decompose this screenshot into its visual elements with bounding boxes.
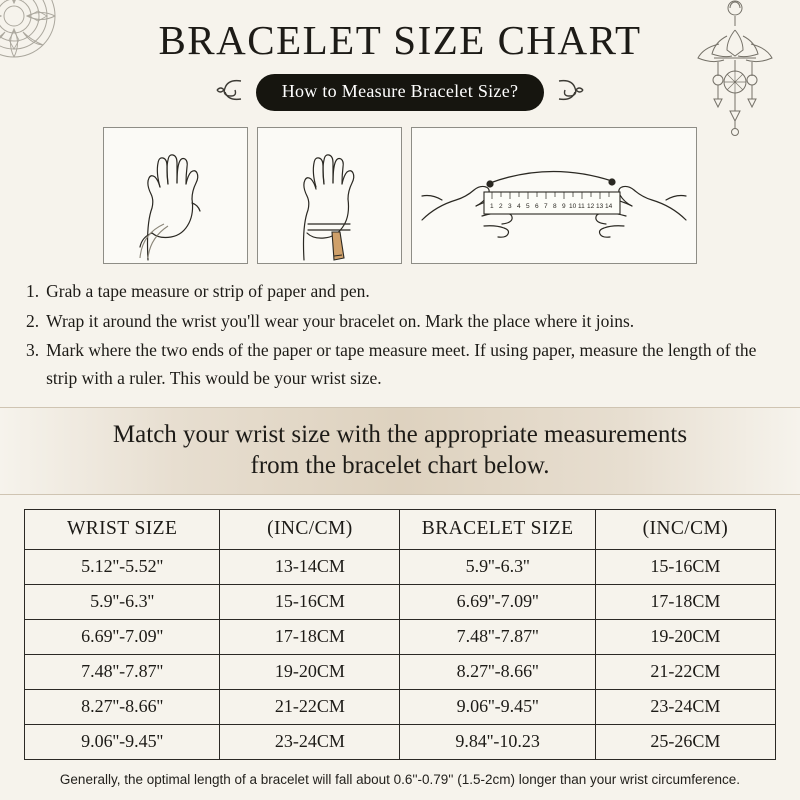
cell-bracelet-inches: 8.27''-8.66'' [400, 655, 595, 690]
cell-bracelet-cm: 17-18CM [595, 585, 775, 620]
match-size-banner [0, 407, 800, 496]
cell-wrist-cm: 15-16CM [220, 585, 400, 620]
subtitle-badge: How to Measure Bracelet Size? [256, 74, 545, 111]
cell-wrist-cm: 17-18CM [220, 620, 400, 655]
column-header-wrist-size: WRIST SIZE [25, 510, 220, 550]
cell-wrist-inches: 7.48''-7.87'' [25, 655, 220, 690]
cell-bracelet-inches: 5.9''-6.3'' [400, 550, 595, 585]
svg-text:6: 6 [535, 203, 539, 210]
column-header-bracelet-size: BRACELET SIZE [400, 510, 595, 550]
cell-wrist-inches: 5.12''-5.52'' [25, 550, 220, 585]
banner-line-1: Match your wrist size with the appropriate measurements [112, 420, 688, 448]
cell-bracelet-cm: 25-26CM [595, 725, 775, 760]
hand-wrapping-paper-illustration [257, 127, 402, 264]
cell-bracelet-inches: 9.84''-10.23 [400, 725, 595, 760]
svg-text:1: 1 [490, 203, 494, 210]
svg-text:7: 7 [544, 203, 548, 210]
svg-text:11: 11 [578, 203, 585, 210]
step-text: Mark where the two ends of the paper or tape measure meet. If using paper, measure the length of the strip with a ruler. This would be your wrist size. [46, 340, 757, 388]
table-row [25, 725, 776, 760]
cell-bracelet-inches: 9.06''-9.45'' [400, 690, 595, 725]
svg-text:13: 13 [596, 203, 604, 210]
cell-wrist-inches: 5.9''-6.3'' [25, 585, 220, 620]
cell-wrist-cm: 23-24CM [220, 725, 400, 760]
cell-wrist-inches: 8.27''-8.66'' [25, 690, 220, 725]
cell-bracelet-cm: 15-16CM [595, 550, 775, 585]
table-row [25, 550, 776, 585]
cell-wrist-cm: 13-14CM [220, 550, 400, 585]
illustration-panels [0, 127, 800, 264]
measure-steps-list [0, 278, 800, 393]
cell-bracelet-inches: 6.69''-7.09'' [400, 585, 595, 620]
cell-bracelet-inches: 7.48''-7.87'' [400, 620, 595, 655]
column-header-bracelet-unit: (INC/CM) [595, 510, 775, 550]
flourish-left-icon [214, 77, 244, 108]
list-item [26, 278, 778, 306]
step-text: Grab a tape measure or strip of paper and pen. [46, 281, 370, 301]
cell-bracelet-cm: 23-24CM [595, 690, 775, 725]
size-table-wrapper [0, 495, 800, 760]
cell-wrist-cm: 19-20CM [220, 655, 400, 690]
cell-bracelet-cm: 19-20CM [595, 620, 775, 655]
svg-text:4: 4 [517, 203, 521, 210]
table-row [25, 655, 776, 690]
step-number: 1. [26, 281, 40, 301]
table-row [25, 620, 776, 655]
svg-text:9: 9 [562, 203, 566, 210]
list-item [26, 337, 778, 392]
svg-text:12: 12 [587, 203, 595, 210]
list-item [26, 308, 778, 336]
step-number: 2. [26, 310, 40, 331]
hand-with-tape-illustration [103, 127, 248, 264]
table-row [25, 690, 776, 725]
table-header-row [25, 510, 776, 550]
svg-text:3: 3 [508, 203, 512, 210]
svg-text:2: 2 [499, 203, 503, 210]
cell-wrist-inches: 6.69''-7.09'' [25, 620, 220, 655]
cell-wrist-inches: 9.06''-9.45'' [25, 725, 220, 760]
page-title: BRACELET SIZE CHART [158, 17, 642, 63]
svg-text:14: 14 [605, 203, 613, 210]
table-row [25, 585, 776, 620]
svg-text:10: 10 [569, 203, 577, 210]
size-table [24, 509, 776, 760]
step-number: 3. [26, 340, 40, 361]
svg-text:5: 5 [526, 203, 530, 210]
step-text: Wrap it around the wrist you'll wear your bracelet on. Mark the place where it joins. [46, 310, 635, 331]
column-header-wrist-unit: (INC/CM) [220, 510, 400, 550]
svg-text:8: 8 [553, 203, 557, 210]
subtitle-row [0, 74, 800, 111]
footnote-text: Generally, the optimal length of a bracelet will fall about 0.6''-0.79'' (1.5-2cm) longer than your wrist circumference. [59, 772, 741, 788]
banner-line-2: from the bracelet chart below. [250, 451, 550, 479]
cell-bracelet-cm: 21-22CM [595, 655, 775, 690]
cell-wrist-cm: 21-22CM [220, 690, 400, 725]
flourish-right-icon [556, 77, 586, 108]
hands-measuring-with-ruler-illustration [411, 127, 697, 264]
